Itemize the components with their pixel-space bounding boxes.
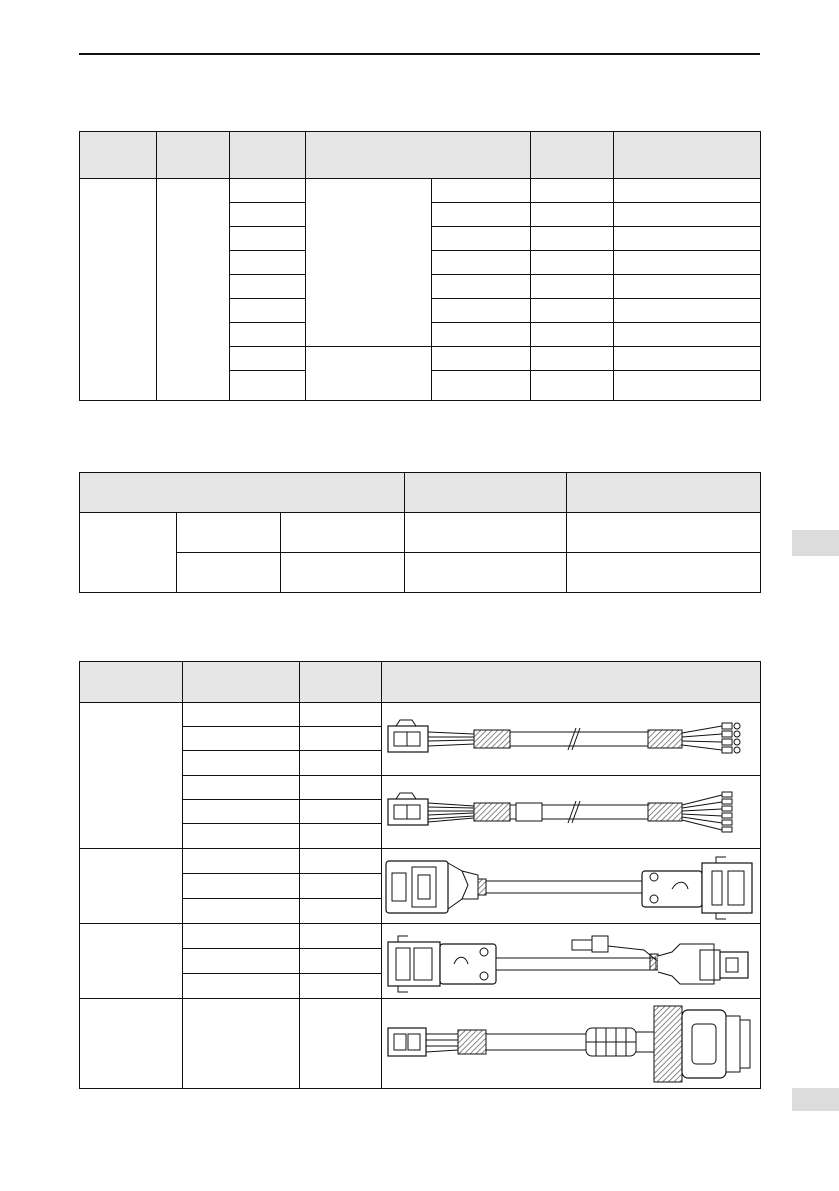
cable-drawing-svg (382, 1000, 759, 1088)
header-cell (230, 132, 306, 179)
table-cell (531, 323, 614, 347)
table-cell (567, 513, 761, 553)
table-cell (432, 275, 531, 299)
table-cell (531, 299, 614, 323)
table-cell (183, 949, 300, 974)
table-cell (183, 727, 300, 751)
header-cell (614, 132, 761, 179)
header-cell (382, 662, 761, 703)
table-cell (183, 824, 300, 849)
table-row (80, 703, 761, 727)
table-cell (300, 776, 382, 800)
header-cell (80, 662, 183, 703)
table-cell (281, 553, 405, 593)
header-cell (405, 473, 567, 513)
table-cell (432, 347, 531, 371)
table-row (80, 513, 761, 553)
table-cell (80, 179, 157, 401)
table-cell (183, 776, 300, 800)
table-cell (614, 299, 761, 323)
header-cell (157, 132, 230, 179)
table-cell (80, 999, 183, 1089)
table-cell (432, 227, 531, 251)
table-row (80, 776, 761, 800)
table-cell (614, 227, 761, 251)
table-cell (432, 251, 531, 275)
table-cell (300, 751, 382, 776)
header-cell (531, 132, 614, 179)
table-cell (80, 703, 183, 849)
table-cell (432, 299, 531, 323)
table-cell (281, 513, 405, 553)
header-cell (80, 473, 405, 513)
table-cell (614, 347, 761, 371)
table-cell (183, 874, 300, 899)
table-cell (230, 275, 306, 299)
table-cell (230, 347, 306, 371)
table-cell (614, 275, 761, 299)
table-row (80, 553, 761, 593)
table-cell (300, 974, 382, 999)
table-cell (614, 179, 761, 203)
table-cell (614, 371, 761, 401)
table-cell (432, 203, 531, 227)
table-cell (80, 513, 177, 593)
table-cell (183, 751, 300, 776)
table-cell (300, 899, 382, 924)
table-cell (177, 513, 281, 553)
table-cell (300, 800, 382, 824)
cable-table-header (80, 662, 761, 703)
table-row (80, 179, 761, 203)
table-cell (230, 323, 306, 347)
table-cell (300, 703, 382, 727)
table-cell (306, 179, 432, 347)
table-cell (230, 227, 306, 251)
table-cell (230, 179, 306, 203)
table-cell (177, 553, 281, 593)
table-cell (230, 203, 306, 227)
table-cell (531, 251, 614, 275)
header-cell (300, 662, 382, 703)
table-cell (80, 924, 183, 999)
table-cell (531, 275, 614, 299)
db-connector-cable-drawing (382, 999, 761, 1089)
table-cell (230, 251, 306, 275)
power-cable-6-wire-drawing (382, 776, 761, 849)
header-rule (79, 53, 760, 55)
header-cell (306, 132, 531, 179)
header-cell (567, 473, 761, 513)
table-cell (405, 553, 567, 593)
table-cell (531, 203, 614, 227)
power-cable-4-wire-drawing (382, 703, 761, 776)
table-cell (432, 179, 531, 203)
table-row (80, 924, 761, 949)
chapter-tab (792, 530, 839, 556)
table-cell (183, 999, 300, 1089)
table-cell (300, 924, 382, 949)
cable-table (79, 661, 761, 1089)
table-cell (531, 227, 614, 251)
encoder-cable-drawing (382, 849, 761, 924)
cable-drawing-svg (382, 777, 759, 847)
table-cell (300, 999, 382, 1089)
table-cell (300, 727, 382, 751)
model-table-header (80, 132, 761, 179)
table-cell (614, 323, 761, 347)
encoder-cable-battery-drawing (382, 924, 761, 999)
header-cell (80, 132, 157, 179)
table-cell (300, 824, 382, 849)
table-cell (183, 924, 300, 949)
table-cell (183, 703, 300, 727)
table-row (80, 999, 761, 1089)
cable-drawing-svg (382, 924, 759, 998)
config-table (79, 472, 761, 593)
table-cell (183, 899, 300, 924)
table-cell (531, 371, 614, 401)
config-table-header (80, 473, 761, 513)
header-cell (183, 662, 300, 703)
table-cell (157, 179, 230, 401)
table-cell (614, 203, 761, 227)
table-cell (80, 849, 183, 924)
table-cell (531, 347, 614, 371)
table-cell (183, 974, 300, 999)
table-cell (614, 251, 761, 275)
table-cell (432, 371, 531, 401)
table-row (80, 849, 761, 874)
cable-drawing-svg (382, 704, 759, 774)
page-tab (792, 1088, 839, 1111)
table-cell (230, 371, 306, 401)
table-cell (300, 949, 382, 974)
table-cell (432, 323, 531, 347)
table-cell (300, 849, 382, 874)
table-cell (531, 179, 614, 203)
table-cell (567, 553, 761, 593)
table-cell (405, 513, 567, 553)
table-cell (306, 347, 432, 401)
cable-drawing-svg (382, 849, 759, 923)
model-table (79, 131, 761, 401)
table-cell (183, 800, 300, 824)
table-cell (300, 874, 382, 899)
table-cell (230, 299, 306, 323)
table-cell (183, 849, 300, 874)
